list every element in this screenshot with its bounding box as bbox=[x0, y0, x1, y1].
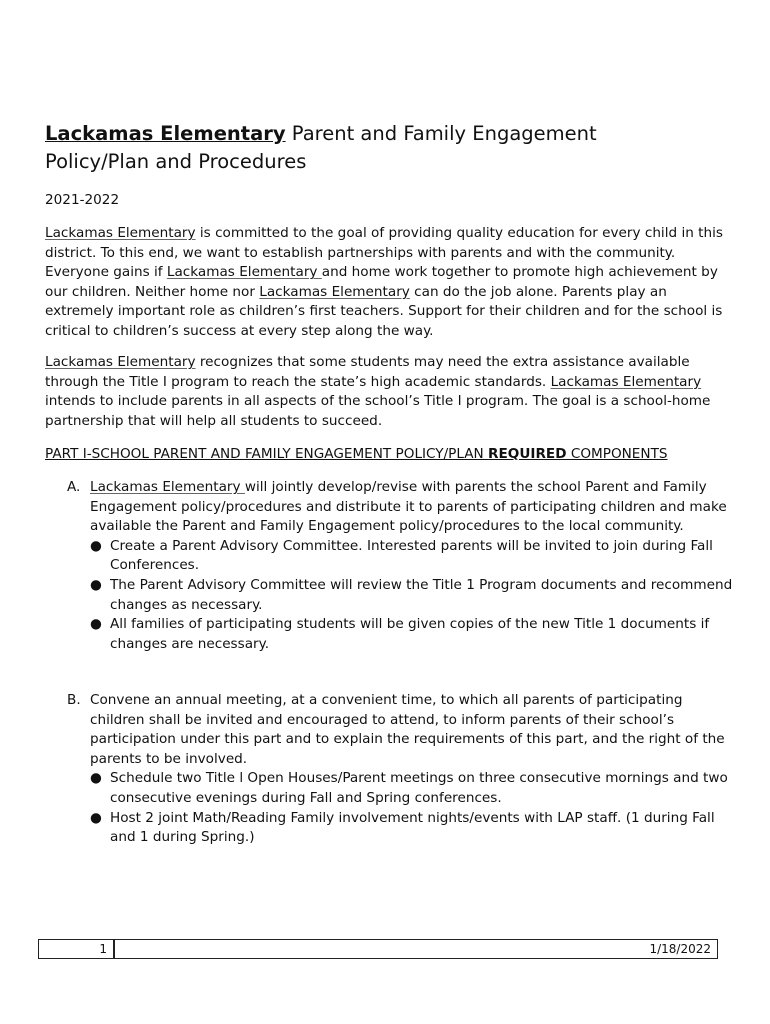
item-b-marker: B. bbox=[67, 692, 81, 708]
intro-paragraph bbox=[45, 224, 735, 342]
part-one-heading bbox=[45, 445, 735, 465]
bullet-icon: ● bbox=[90, 537, 102, 554]
item-a-marker: A. bbox=[67, 479, 81, 495]
school-name-ref: Lackamas Elementary bbox=[166, 264, 322, 281]
heading-bold-text: REQUIRED bbox=[488, 446, 567, 462]
bullet-icon: ● bbox=[90, 770, 102, 787]
school-year: 2021-2022 bbox=[45, 192, 120, 208]
bullet-text: Create a Parent Advisory Committee. Interested parents will be invited to join during Fall Conferences. bbox=[110, 537, 713, 574]
heading-text: COMPONENTS bbox=[566, 446, 668, 462]
school-name-ref: Lackamas Elementary bbox=[45, 354, 196, 370]
school-name-ref: Lackamas Elementary bbox=[45, 225, 196, 241]
title-school-name: Lackamas Elementary bbox=[45, 122, 286, 145]
para-text: and home work together to promote high achievement by our children. Neither home nor bbox=[45, 264, 718, 300]
title-rest: Parent and Family Engagement bbox=[285, 122, 597, 145]
school-name-ref: Lackamas Elementary bbox=[90, 479, 245, 495]
bullet-text: Host 2 joint Math/Reading Family involvement nights/events with LAP staff. (1 during Fall and 1 during Spring.) bbox=[110, 809, 715, 846]
para-text: is committed to the goal of providing quality education for every child in this district. To this end, we want to establish partnerships with parents and with the community. Everyone gains if bbox=[45, 225, 723, 281]
list-item bbox=[65, 615, 735, 654]
para-text: recognizes that some students may need the extra assistance available through the Title I program to reach the state’s high academic standards. bbox=[45, 354, 690, 390]
bullet-text: All families of participating students will be given copies of the new Title 1 documents if changes are necessary. bbox=[110, 616, 710, 652]
item-b bbox=[65, 691, 735, 848]
item-a-text: will jointly develop/revise with parents the school Parent and Family Engagement policy/procedures and distribute it to parents of participating children and make available the Parent and Family Engagement policy/procedures to the local community. bbox=[90, 479, 727, 535]
list-item bbox=[65, 537, 735, 576]
para-text: can do the job alone. Parents play an extremely important role as children’s first teachers. Support for their children and for the school is critical to children’s success at every step along the way. bbox=[45, 283, 723, 339]
bullet-icon: ● bbox=[90, 616, 102, 633]
heading-text: PART I-SCHOOL PARENT AND FAMILY ENGAGEMENT POLICY/PLAN bbox=[45, 446, 489, 462]
item-a bbox=[65, 478, 735, 654]
bullet-text: The Parent Advisory Committee will review the Title 1 Program documents and recommend changes as necessary. bbox=[110, 576, 733, 613]
page-title bbox=[45, 120, 735, 176]
page-footer bbox=[38, 939, 718, 959]
page-number: 1 bbox=[39, 940, 115, 958]
bullet-icon: ● bbox=[90, 809, 102, 826]
title-line2: Policy/Plan and Procedures bbox=[45, 150, 307, 173]
bullet-icon: ● bbox=[90, 576, 102, 593]
school-name-ref: Lackamas Elementary bbox=[550, 373, 702, 390]
footer-date: 1/18/2022 bbox=[649, 942, 711, 956]
title-one-paragraph bbox=[45, 353, 735, 431]
list-item bbox=[65, 769, 735, 808]
school-name-ref: Lackamas Elementary bbox=[259, 283, 410, 300]
para-text: intends to include parents in all aspects of the school’s Title I program. The goal is a school-home partnership that will help all students to succeed. bbox=[45, 393, 711, 429]
bullet-text: Schedule two Title l Open Houses/Parent meetings on three consecutive mornings and two consecutive evenings during Fall and Spring conferences. bbox=[110, 770, 728, 806]
list-item bbox=[65, 576, 735, 615]
item-b-text: Convene an annual meeting, at a convenient time, to which all parents of participating children shall be invited and encouraged to attend, to inform parents of their school’s participation under this part and to explain the requirements of this part, and the right of the parents to be involved. bbox=[90, 692, 725, 767]
item-b-bullets bbox=[65, 769, 735, 847]
item-a-bullets bbox=[65, 537, 735, 655]
list-item bbox=[65, 809, 735, 848]
